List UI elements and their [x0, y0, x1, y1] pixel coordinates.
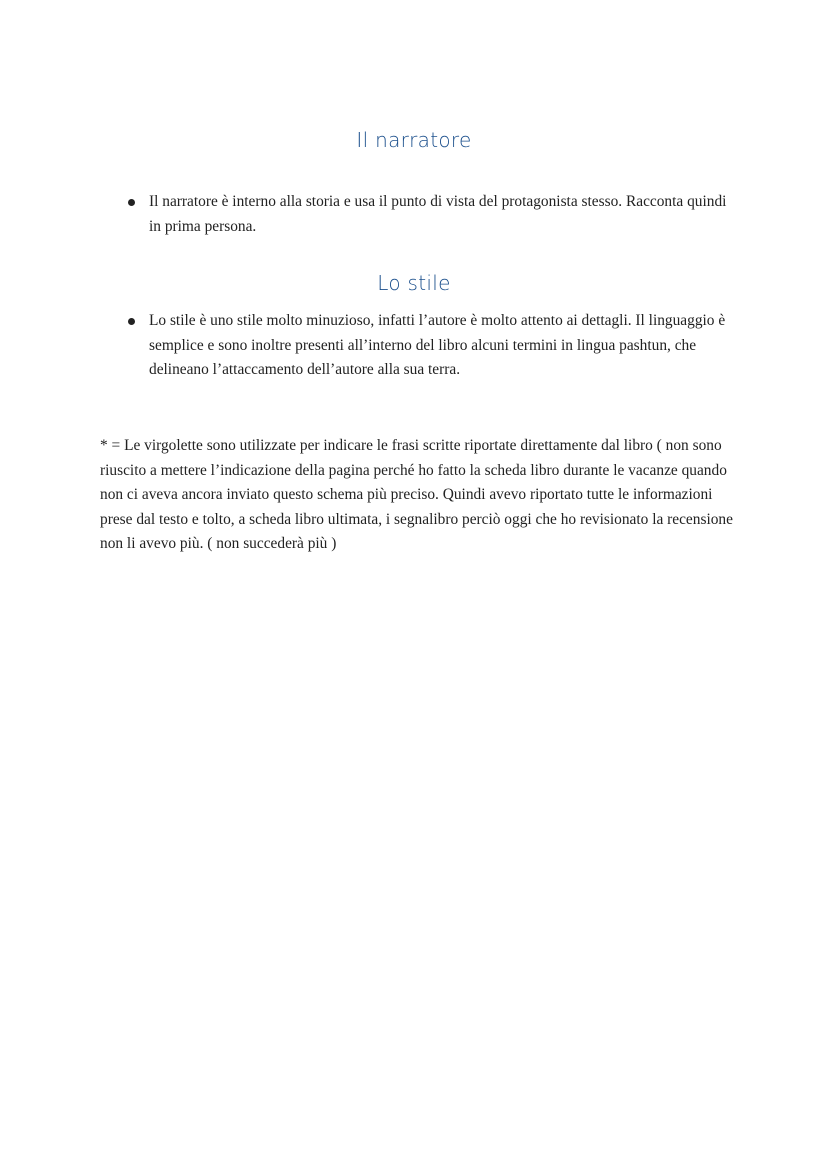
- section-heading-stile: Lo stile: [377, 271, 451, 295]
- bullet-text-stile: Lo stile è uno stile molto minuzioso, infatti l’autore è molto attento ai dettagli. Il linguaggio è semplice e sono inoltre presenti all’interno del libro alcuni termini in lingua pashtun, che delineano l’attaccamento dell’autore alla sua terra.: [149, 312, 726, 378]
- section-heading-narratore: Il narratore: [356, 128, 472, 152]
- bullet-dot: [128, 318, 135, 325]
- bullet-text-narratore: Il narratore è interno alla storia e usa il punto di vista del protagonista stesso. Racconta quindi in prima persona.: [149, 193, 727, 235]
- bullet-dot: [128, 199, 135, 206]
- footnote-text: * = Le virgolette sono utilizzate per indicare le frasi scritte riportate direttamente dal libro ( non sono riuscito a mettere l’indicazione della pagina perché ho fatto la scheda libro durante le vacanze quando non ci aveva ancora inviato questo schema più preciso. Quindi avevo riportato tutte le informazioni prese dal testo e tolto, a scheda libro ultimata, i segnalibro perciò oggi che ho revisionato la recensione non li avevo più. ( non succederà più ): [100, 437, 733, 552]
